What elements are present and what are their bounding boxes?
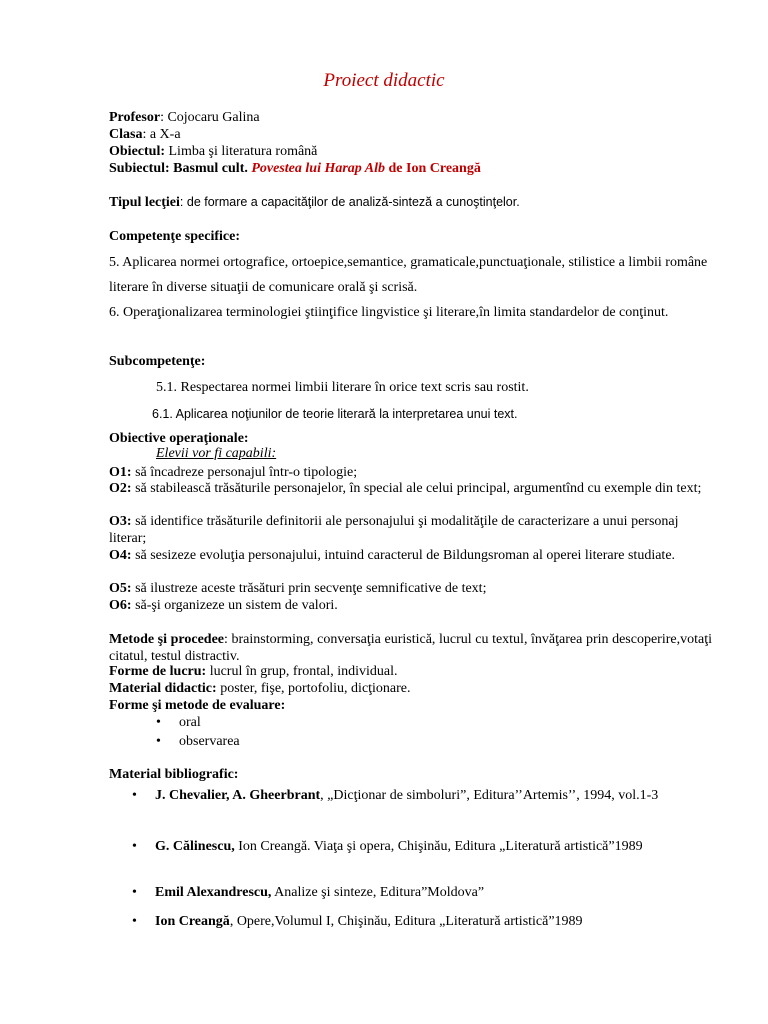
- bullet-icon: •: [132, 839, 137, 854]
- metode-value: : brainstorming, conversaţia euristică, lucrul cu textul, învăţarea prin descoperire,votaţi citatul, testul distractiv.: [109, 632, 712, 664]
- material-didactic-value: poster, fişe, portofoliu, dicţionare.: [216, 681, 411, 696]
- bibliografie-text: , „Dicţionar de simboluri”, Editura’’Artemis’’, 1994, vol.1-3: [320, 788, 659, 803]
- tipul-line: [109, 194, 520, 211]
- material-didactic-label: Material didactic:: [109, 681, 217, 696]
- competenta-6: 6. Operaţionalizarea terminologiei ştiinţifice lingvistice şi literare,în limita standardelor de conţinut.: [109, 305, 669, 320]
- obiectiv-code: O2:: [109, 481, 132, 496]
- obiectiv-text: să stabilească trăsăturile personajelor, în special ale celui principal, argumentînd cu exemple din text;: [131, 481, 702, 496]
- competente-heading: Competenţe specifice:: [109, 229, 241, 244]
- forme-lucru-value: lucrul în grup, frontal, individual.: [206, 664, 398, 679]
- subiectul-title: Povestea lui Harap Alb: [251, 161, 386, 176]
- bibliografie-item: [132, 885, 712, 901]
- subcompetenta-1: 5.1. Respectarea normei limbii literare în orice text scris sau rostit.: [156, 380, 529, 395]
- obiectiv-text: să sesizeze evoluţia personajului, intuind caracterul de Bildungsroman al operei literare studiate.: [131, 548, 676, 563]
- evaluare-item: [156, 734, 736, 750]
- bullet-icon: •: [156, 734, 161, 749]
- material-didactic-line: [109, 681, 411, 697]
- evaluare-item: [156, 715, 736, 731]
- obiective-heading: Obiective operaţionale:: [109, 431, 249, 446]
- bibliografie-item: [132, 834, 712, 859]
- bibliografie-item: [132, 783, 712, 808]
- bibliografie-item: [132, 914, 712, 930]
- obiectiv-text: să încadreze personajul într-o tipologie;: [131, 465, 358, 480]
- profesor-label: Profesor: [109, 110, 161, 125]
- obiectiv-code: O3:: [109, 514, 132, 529]
- tipul-value: : de formare a capacităţilor de analiză-sinteză a cunoştinţelor.: [179, 195, 520, 209]
- bullet-icon: •: [132, 885, 137, 900]
- profesor-line: [109, 110, 260, 126]
- obiectiv-item: [109, 480, 712, 497]
- evaluare-heading: Forme şi metode de evaluare:: [109, 698, 286, 713]
- forme-lucru-line: [109, 664, 398, 680]
- document-title: Proiect didactic: [323, 70, 445, 91]
- obiectiv-code: O6:: [109, 598, 132, 613]
- bibliografie-author: Ion Creangă: [155, 914, 230, 929]
- forme-lucru-label: Forme de lucru:: [109, 664, 207, 679]
- bibliografie-text: , Opere,Volumul I, Chişinău, Editura „Literatură artistică”1989: [229, 914, 583, 929]
- subiectul-author: de Ion Creangă: [385, 161, 481, 176]
- bibliografie-text: Analize şi sinteze, Editura”Moldova”: [271, 885, 485, 900]
- bibliografie-author: G. Călinescu,: [155, 839, 235, 854]
- bibliografie-text: Ion Creangă. Viaţa şi opera, Chişinău, Editura „Literatură artistică”1989: [234, 839, 643, 854]
- subcompetente-heading: Subcompetenţe:: [109, 354, 206, 369]
- obiective-intro: Elevii vor fi capabili:: [156, 446, 277, 461]
- bullet-icon: •: [132, 788, 137, 803]
- competenta-5: 5. Aplicarea normei ortografice, ortoepice,semantice, gramaticale,punctuaţionale, stilistice a limbii române literare în diverse situaţii de comunicare orală şi scrisă.: [109, 255, 708, 295]
- obiectiv-item: [109, 580, 712, 597]
- obiectiv-item: [109, 513, 712, 547]
- bullet-icon: •: [156, 715, 161, 730]
- bibliografie-heading: Material bibliografic:: [109, 767, 239, 782]
- subiectul-line: [109, 161, 481, 177]
- obiectul-line: [109, 144, 317, 160]
- obiectiv-item: [109, 464, 712, 481]
- evaluare-item-text: oral: [179, 715, 201, 730]
- obiectiv-text: să ilustreze aceste trăsături prin secvenţe semnificative de text;: [131, 581, 487, 596]
- bibliografie-author: Emil Alexandrescu,: [155, 885, 272, 900]
- obiectiv-item: [109, 547, 712, 564]
- subiectul-label: Subiectul: Basmul cult.: [109, 161, 252, 176]
- bibliografie-author: J. Chevalier, A. Gheerbrant: [155, 788, 321, 803]
- obiectiv-text: să-şi organizeze un sistem de valori.: [131, 598, 338, 613]
- bullet-icon: •: [132, 914, 137, 929]
- clasa-label: Clasa: [109, 127, 143, 142]
- obiectiv-code: O1:: [109, 465, 132, 480]
- clasa-value: : a X-a: [142, 127, 181, 142]
- obiectul-label: Obiectul:: [109, 144, 165, 159]
- metode-paragraph: [109, 631, 712, 665]
- obiectul-value: Limba şi literatura română: [165, 144, 318, 159]
- evaluare-item-text: observarea: [179, 734, 240, 749]
- subcompetenta-2: 6.1. Aplicarea noţiunilor de teorie literară la interpretarea unui text.: [152, 407, 518, 421]
- obiectiv-text: să identifice trăsăturile definitorii ale personajului şi modalităţile de caracterizare a unui personaj literar;: [109, 514, 679, 546]
- obiectiv-item: [109, 597, 712, 614]
- metode-label: Metode şi procedee: [109, 632, 225, 647]
- clasa-line: [109, 127, 181, 143]
- obiectiv-code: O4:: [109, 548, 132, 563]
- obiectiv-code: O5:: [109, 581, 132, 596]
- tipul-label: Tipul lecţiei: [109, 195, 180, 210]
- profesor-value: : Cojocaru Galina: [160, 110, 260, 125]
